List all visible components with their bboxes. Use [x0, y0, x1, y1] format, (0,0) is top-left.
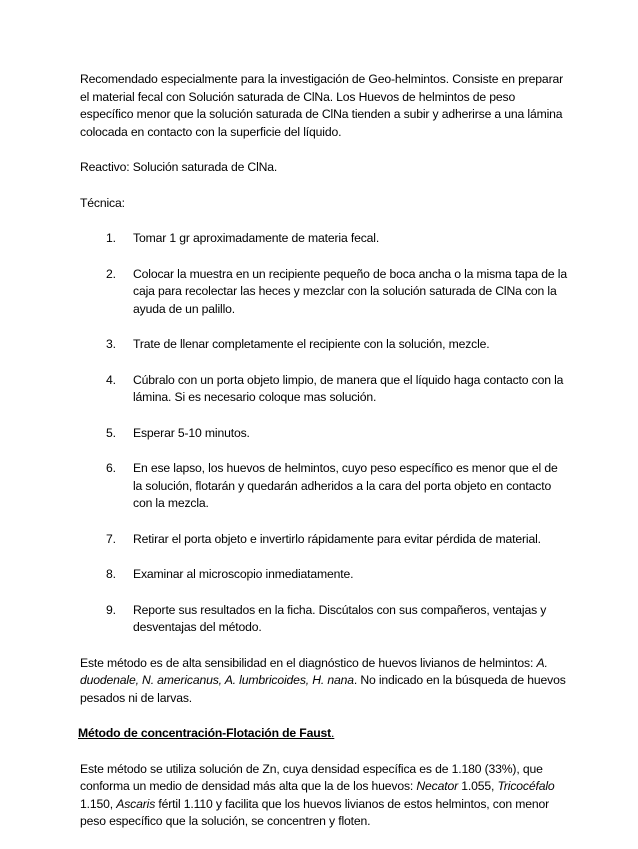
- step-text: Tomar 1 gr aproximadamente de materia fecal.: [133, 231, 380, 245]
- step-number: 6.: [106, 461, 116, 475]
- technique-step: [80, 266, 570, 319]
- faust-text-3: 1.150,: [80, 796, 117, 811]
- faust-necator: Necator: [416, 779, 459, 793]
- sensitivity-text-pre: Este método es de alta sensibilidad en el diagnóstico de huevos livianos de helmintos:: [80, 655, 537, 670]
- step-number: 3.: [106, 337, 116, 351]
- step-number: 5.: [106, 425, 116, 440]
- technique-step: [80, 531, 570, 549]
- sensitivity-species: A. duodenale, N. americanus, A. lumbricoides, H. nana: [80, 655, 548, 687]
- technique-step: [80, 460, 570, 513]
- step-text: Colocar la muestra en un recipiente pequeño de boca ancha o la misma tapa de la caja para recolectar las heces y mezclar con la solución saturada de ClNa con la ayuda de un palillo.: [133, 266, 567, 316]
- faust-method-heading: [78, 725, 570, 743]
- sensitivity-text-post: . No indicado en la búsqueda de huevos pesados ni de larvas.: [80, 673, 566, 705]
- step-text: Trate de llenar completamente el recipiente con la solución, mezcle.: [133, 337, 490, 351]
- faust-text-1: Este método se utiliza solución de Zn, cuya densidad específica es de 1.180 (33%), que conforma un medio de densidad más alta que la de los huevos:: [80, 761, 543, 793]
- step-text: Cúbralo con un porta objeto limpio, de manera que el líquido haga contacto con la lámina. Si es necesario coloque mas solución.: [133, 372, 564, 404]
- step-number: 2.: [106, 266, 116, 281]
- intro-paragraph: Recomendado especialmente para la investigación de Geo-helmintos. Consiste en preparar el material fecal con Solución saturada de ClNa. Los Huevos de helmintos de peso específico menor que la solución saturada de ClNa tienden a subir y adherirse a una lámina colocada en contacto con la superficie del líquido.: [80, 72, 564, 139]
- document-page: [80, 71, 570, 849]
- technique-step: [80, 336, 570, 354]
- technique-step: [80, 230, 570, 248]
- technique-step: [80, 425, 570, 443]
- step-text: Reporte sus resultados en la ficha. Discútalos con sus compañeros, ventajas y desventajas del método.: [133, 602, 547, 634]
- step-text: En ese lapso, los huevos de helmintos, cuyo peso específico es menor que el de la solución, flotarán y quedarán adheridos a la cara del porta objeto en contacto con la mezcla.: [133, 461, 558, 510]
- step-text: Esperar 5-10 minutos.: [133, 425, 250, 440]
- step-number: 4.: [106, 372, 116, 387]
- faust-heading-period: .: [331, 726, 335, 740]
- tecnica-label: Técnica:: [80, 195, 125, 210]
- faust-heading-text: Método de concentración-Flotación de Faust: [78, 726, 332, 740]
- step-number: 7.: [106, 531, 116, 546]
- technique-step: [80, 602, 570, 637]
- faust-text-4: fértil 1.110 y facilita que los huevos livianos de estos helmintos, con menor peso específico que la solución, se concentren y floten.: [80, 796, 550, 828]
- technique-step: [80, 566, 570, 584]
- step-number: 8.: [106, 567, 116, 581]
- faust-text-2: 1.055,: [458, 779, 498, 793]
- faust-ascaris: Ascaris: [116, 796, 156, 811]
- technique-steps-list: [80, 230, 570, 637]
- step-text: Retirar el porta objeto e invertirlo rápidamente para evitar pérdida de material.: [133, 531, 541, 546]
- reactivo-line: Reactivo: Solución saturada de ClNa.: [80, 160, 278, 174]
- sensitivity-paragraph: [80, 655, 570, 708]
- step-number: 9.: [106, 602, 116, 617]
- step-text: Examinar al microscopio inmediatamente.: [133, 567, 354, 581]
- step-number: 1.: [106, 231, 116, 245]
- faust-tricocefalo: Tricocéfalo: [497, 779, 555, 793]
- faust-paragraph: [80, 761, 570, 831]
- technique-step: [80, 372, 570, 407]
